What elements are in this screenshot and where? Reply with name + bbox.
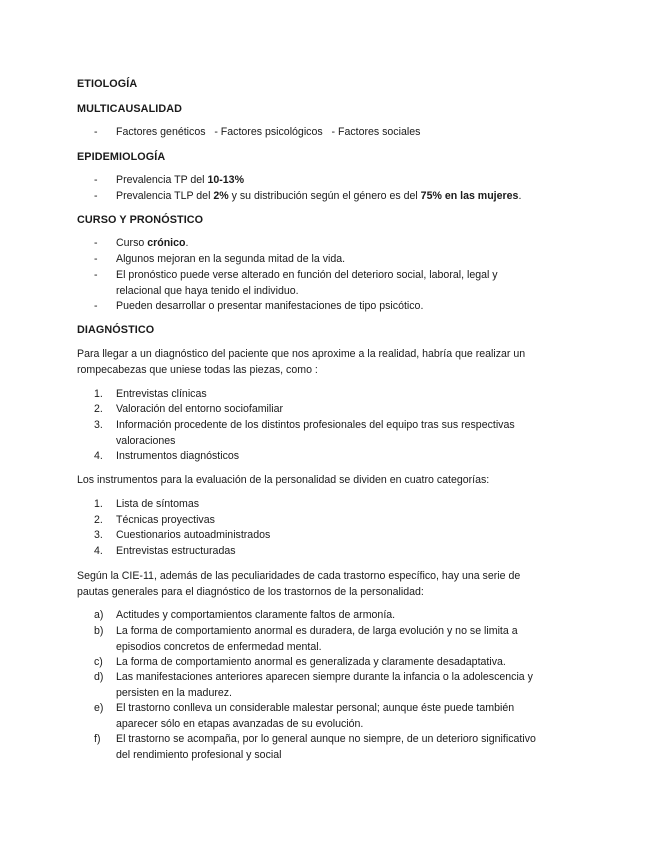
number-mark: 2. (94, 403, 103, 415)
list-item-text: Curso crónico. (116, 237, 189, 249)
bullet-mark: - (94, 269, 98, 281)
list-item-text: El trastorno se acompaña, por lo general aunque no siempre, de un deterioro significativo del rendimiento profesional y social (116, 733, 536, 761)
letter-mark: b) (94, 625, 104, 637)
heading-multicausalidad: MULTICAUSALIDAD (77, 103, 183, 115)
list-item-text: La forma de comportamiento anormal es generalizada y claramente desadaptativa. (116, 656, 506, 668)
number-mark: 4. (94, 545, 103, 557)
heading-diagnostico: DIAGNÓSTICO (77, 324, 155, 336)
bullet-mark: - (94, 190, 98, 202)
letter-mark: f) (94, 733, 101, 745)
bullet-mark: - (94, 126, 98, 138)
number-mark: 2. (94, 514, 103, 526)
list-item-text: Actitudes y comportamientos claramente faltos de armonía. (116, 609, 396, 621)
letter-mark: a) (94, 609, 104, 621)
bullet-mark: - (94, 253, 98, 265)
list-item-text: Las manifestaciones anteriores aparecen siempre durante la infancia o la adolescencia y persisten en la madurez. (116, 671, 533, 699)
heading-curso-pronostico: CURSO Y PRONÓSTICO (77, 214, 204, 226)
list-item-text: Información procedente de los distintos profesionales del equipo tras sus respectivas valoraciones (116, 419, 515, 447)
heading-etiologia: ETIOLOGÍA (77, 78, 138, 90)
bullet-mark: - (94, 174, 98, 186)
letter-mark: c) (94, 656, 103, 668)
list-item-text: Técnicas proyectivas (116, 514, 215, 526)
list-item-text: El pronóstico puede verse alterado en función del deterioro social, laboral, legal y relacional que haya tenido el individuo. (116, 269, 498, 297)
list-item-text: Instrumentos diagnósticos (116, 450, 240, 462)
factors-text: Factores genéticos - Factores psicológicos - Factores sociales (116, 126, 421, 138)
list-item-text: Cuestionarios autoadministrados (116, 529, 271, 541)
heading-epidemiologia: EPIDEMIOLOGÍA (77, 151, 166, 163)
list-item-text: Entrevistas estructuradas (116, 545, 236, 557)
intro-paragraph: Para llegar a un diagnóstico del paciente que nos aproxime a la realidad, habría que realizar un rompecabezas que uniese todas las piezas, como : (77, 348, 526, 376)
bullet-mark: - (94, 300, 98, 312)
number-mark: 4. (94, 450, 103, 462)
list-item-text: Algunos mejoran en la segunda mitad de la vida. (116, 253, 346, 265)
instruments-paragraph: Los instrumentos para la evaluación de la personalidad se dividen en cuatro categorías: (77, 474, 490, 486)
list-item-text: Entrevistas clínicas (116, 388, 207, 400)
number-mark: 3. (94, 419, 103, 431)
list-item-text: Prevalencia TP del 10-13% (116, 174, 244, 186)
letter-mark: d) (94, 671, 104, 683)
cie-paragraph: Según la CIE-11, además de las peculiaridades de cada trastorno específico, hay una serie de pautas generales para el diagnóstico de los trastornos de la personalidad: (77, 570, 521, 598)
list-item-text: El trastorno conlleva un considerable malestar personal; aunque éste puede también aparecer sólo en etapas avanzadas de su evolución. (116, 702, 515, 730)
number-mark: 1. (94, 498, 103, 510)
number-mark: 3. (94, 529, 103, 541)
number-mark: 1. (94, 388, 103, 400)
list-item-text: Prevalencia TLP del 2% y su distribución según el género es del 75% en las mujeres. (116, 190, 522, 202)
letter-mark: e) (94, 702, 104, 714)
list-item-text: Valoración del entorno sociofamiliar (116, 403, 284, 415)
bullet-mark: - (94, 237, 98, 249)
list-item-text: Lista de síntomas (116, 498, 200, 510)
list-item-text: Pueden desarrollar o presentar manifestaciones de tipo psicótico. (116, 300, 424, 312)
list-item-text: La forma de comportamiento anormal es duradera, de larga evolución y no se limita a episodios concretos de enfermedad mental. (116, 625, 518, 653)
